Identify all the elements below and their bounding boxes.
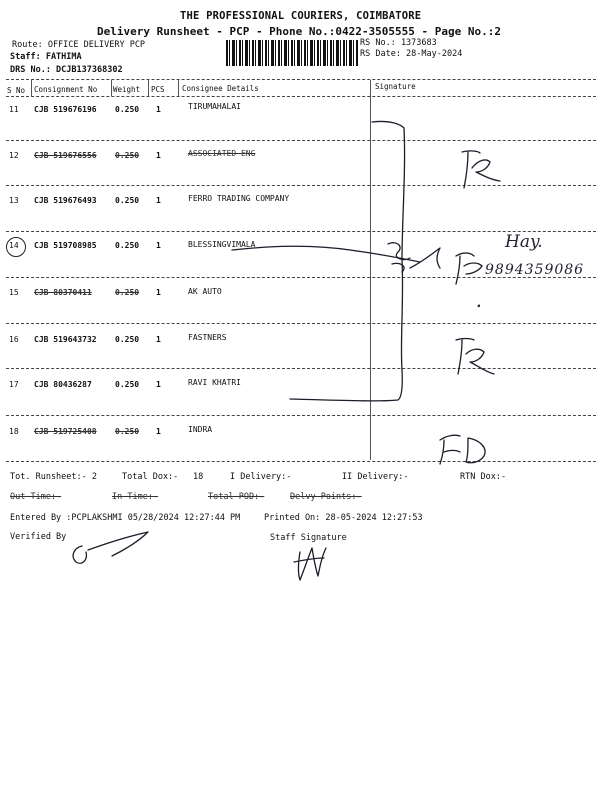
- row-consignment: CJB 80436287: [34, 380, 92, 389]
- row-consignee: FERRO TRADING COMPANY: [188, 194, 290, 203]
- row-consignee: TIRUMAHALAI: [188, 102, 241, 111]
- row-consignment: CJB 519725408: [34, 427, 97, 436]
- total-pod: Total POD:-: [208, 492, 265, 502]
- col-sno: S No: [7, 86, 26, 95]
- row-sno: 15: [9, 288, 19, 297]
- row18-initials: [440, 435, 485, 464]
- row14-stroke: [232, 246, 420, 262]
- route-label: Route: OFFICE DELIVERY PCP: [12, 40, 146, 50]
- row-consignment: CJB 519708985: [34, 241, 97, 250]
- in-time: In Time:-: [112, 492, 159, 502]
- row-weight: 0.250: [115, 380, 140, 389]
- col-consignment: Consignment No: [34, 85, 98, 94]
- staff-label: Staff: FATHIMA: [10, 52, 82, 62]
- row-pcs: 1: [156, 427, 161, 436]
- delvy-points: Delvy Points:-: [290, 492, 362, 502]
- handwritten-phone: 9894359086: [485, 262, 585, 278]
- col-pcs: PCS: [151, 85, 165, 94]
- verified-by-signature: [73, 532, 148, 563]
- rs-date: RS Date: 28-May-2024: [360, 49, 463, 59]
- col-consignee: Consignee Details: [182, 84, 259, 93]
- row-consignee: AK AUTO: [188, 287, 222, 296]
- row14-arrow: [410, 248, 440, 268]
- row-consignee: ASSOCIATED ENG: [188, 149, 256, 158]
- handwritten-note: Hay.: [505, 232, 543, 252]
- row-pcs: 1: [156, 196, 161, 205]
- rtn-dox: RTN Dox:-: [460, 472, 507, 482]
- row-consignment: CJB 519676196: [34, 105, 97, 114]
- row-sno: 17: [9, 380, 19, 389]
- rs-number: RS No.: 1373683: [360, 38, 437, 48]
- row16-dot: [478, 305, 479, 306]
- row16-initials: [456, 339, 494, 375]
- row-sno: 12: [9, 151, 19, 160]
- row-pcs: 1: [156, 241, 161, 250]
- row-pcs: 1: [156, 288, 161, 297]
- runsheet-title: Delivery Runsheet - PCP - Phone No.:0422-3505555 - Page No.:2: [97, 25, 501, 38]
- staff-signature-mark: [294, 548, 326, 580]
- col-signature: Signature: [375, 82, 416, 91]
- company-name: THE PROFESSIONAL COURIERS, COIMBATORE: [180, 10, 422, 22]
- row-pcs: 1: [156, 380, 161, 389]
- row14-initials: [456, 253, 482, 284]
- row-pcs: 1: [156, 105, 161, 114]
- row-consignee: BLESSINGVIMALA: [188, 240, 256, 249]
- row-sno: 18: [9, 427, 19, 436]
- row-consignee: FASTNERS: [188, 333, 227, 342]
- row-weight: 0.250: [115, 151, 140, 160]
- row-weight: 0.250: [115, 196, 140, 205]
- row12-initials: [462, 151, 500, 188]
- row-consignee: INDRA: [188, 425, 213, 434]
- i-delivery: I Delivery:-: [230, 472, 292, 482]
- row-consignment: CJB 80370411: [34, 288, 92, 297]
- total-dox-label: Total Dox:-: [122, 472, 179, 482]
- row-weight: 0.250: [115, 288, 140, 297]
- entered-by: Entered By :PCPLAKSHMI 05/28/2024 12:27:44 PM: [10, 513, 241, 523]
- row-sno: 14: [9, 241, 19, 250]
- row-consignee: RAVI KHATRI: [188, 378, 241, 387]
- row-weight: 0.250: [115, 241, 140, 250]
- drs-number: DRS No.: DCJB137368302: [10, 65, 123, 75]
- row-consignment: CJB 519643732: [34, 335, 97, 344]
- row-consignment: CJB 519676556: [34, 151, 97, 160]
- signature-bracket-mark: [290, 121, 405, 400]
- verified-by: Verified By: [10, 532, 67, 542]
- row-pcs: 1: [156, 151, 161, 160]
- ii-delivery: II Delivery:-: [342, 472, 409, 482]
- row-weight: 0.250: [115, 427, 140, 436]
- row-weight: 0.250: [115, 335, 140, 344]
- row-consignment: CJB 519676493: [34, 196, 97, 205]
- row-weight: 0.250: [115, 105, 140, 114]
- total-dox-value: 18: [193, 472, 204, 482]
- out-time: Out Time:-: [10, 492, 62, 502]
- row-sno: 16: [9, 335, 19, 344]
- col-weight: Weight: [113, 85, 141, 94]
- row-sno: 13: [9, 196, 19, 205]
- printed-on: Printed On: 28-05-2024 12:27:53: [264, 513, 423, 523]
- row-sno: 11: [9, 105, 19, 114]
- staff-signature-label: Staff Signature: [270, 533, 347, 543]
- total-runsheet: Tot. Runsheet:- 2: [10, 472, 97, 482]
- row-pcs: 1: [156, 335, 161, 344]
